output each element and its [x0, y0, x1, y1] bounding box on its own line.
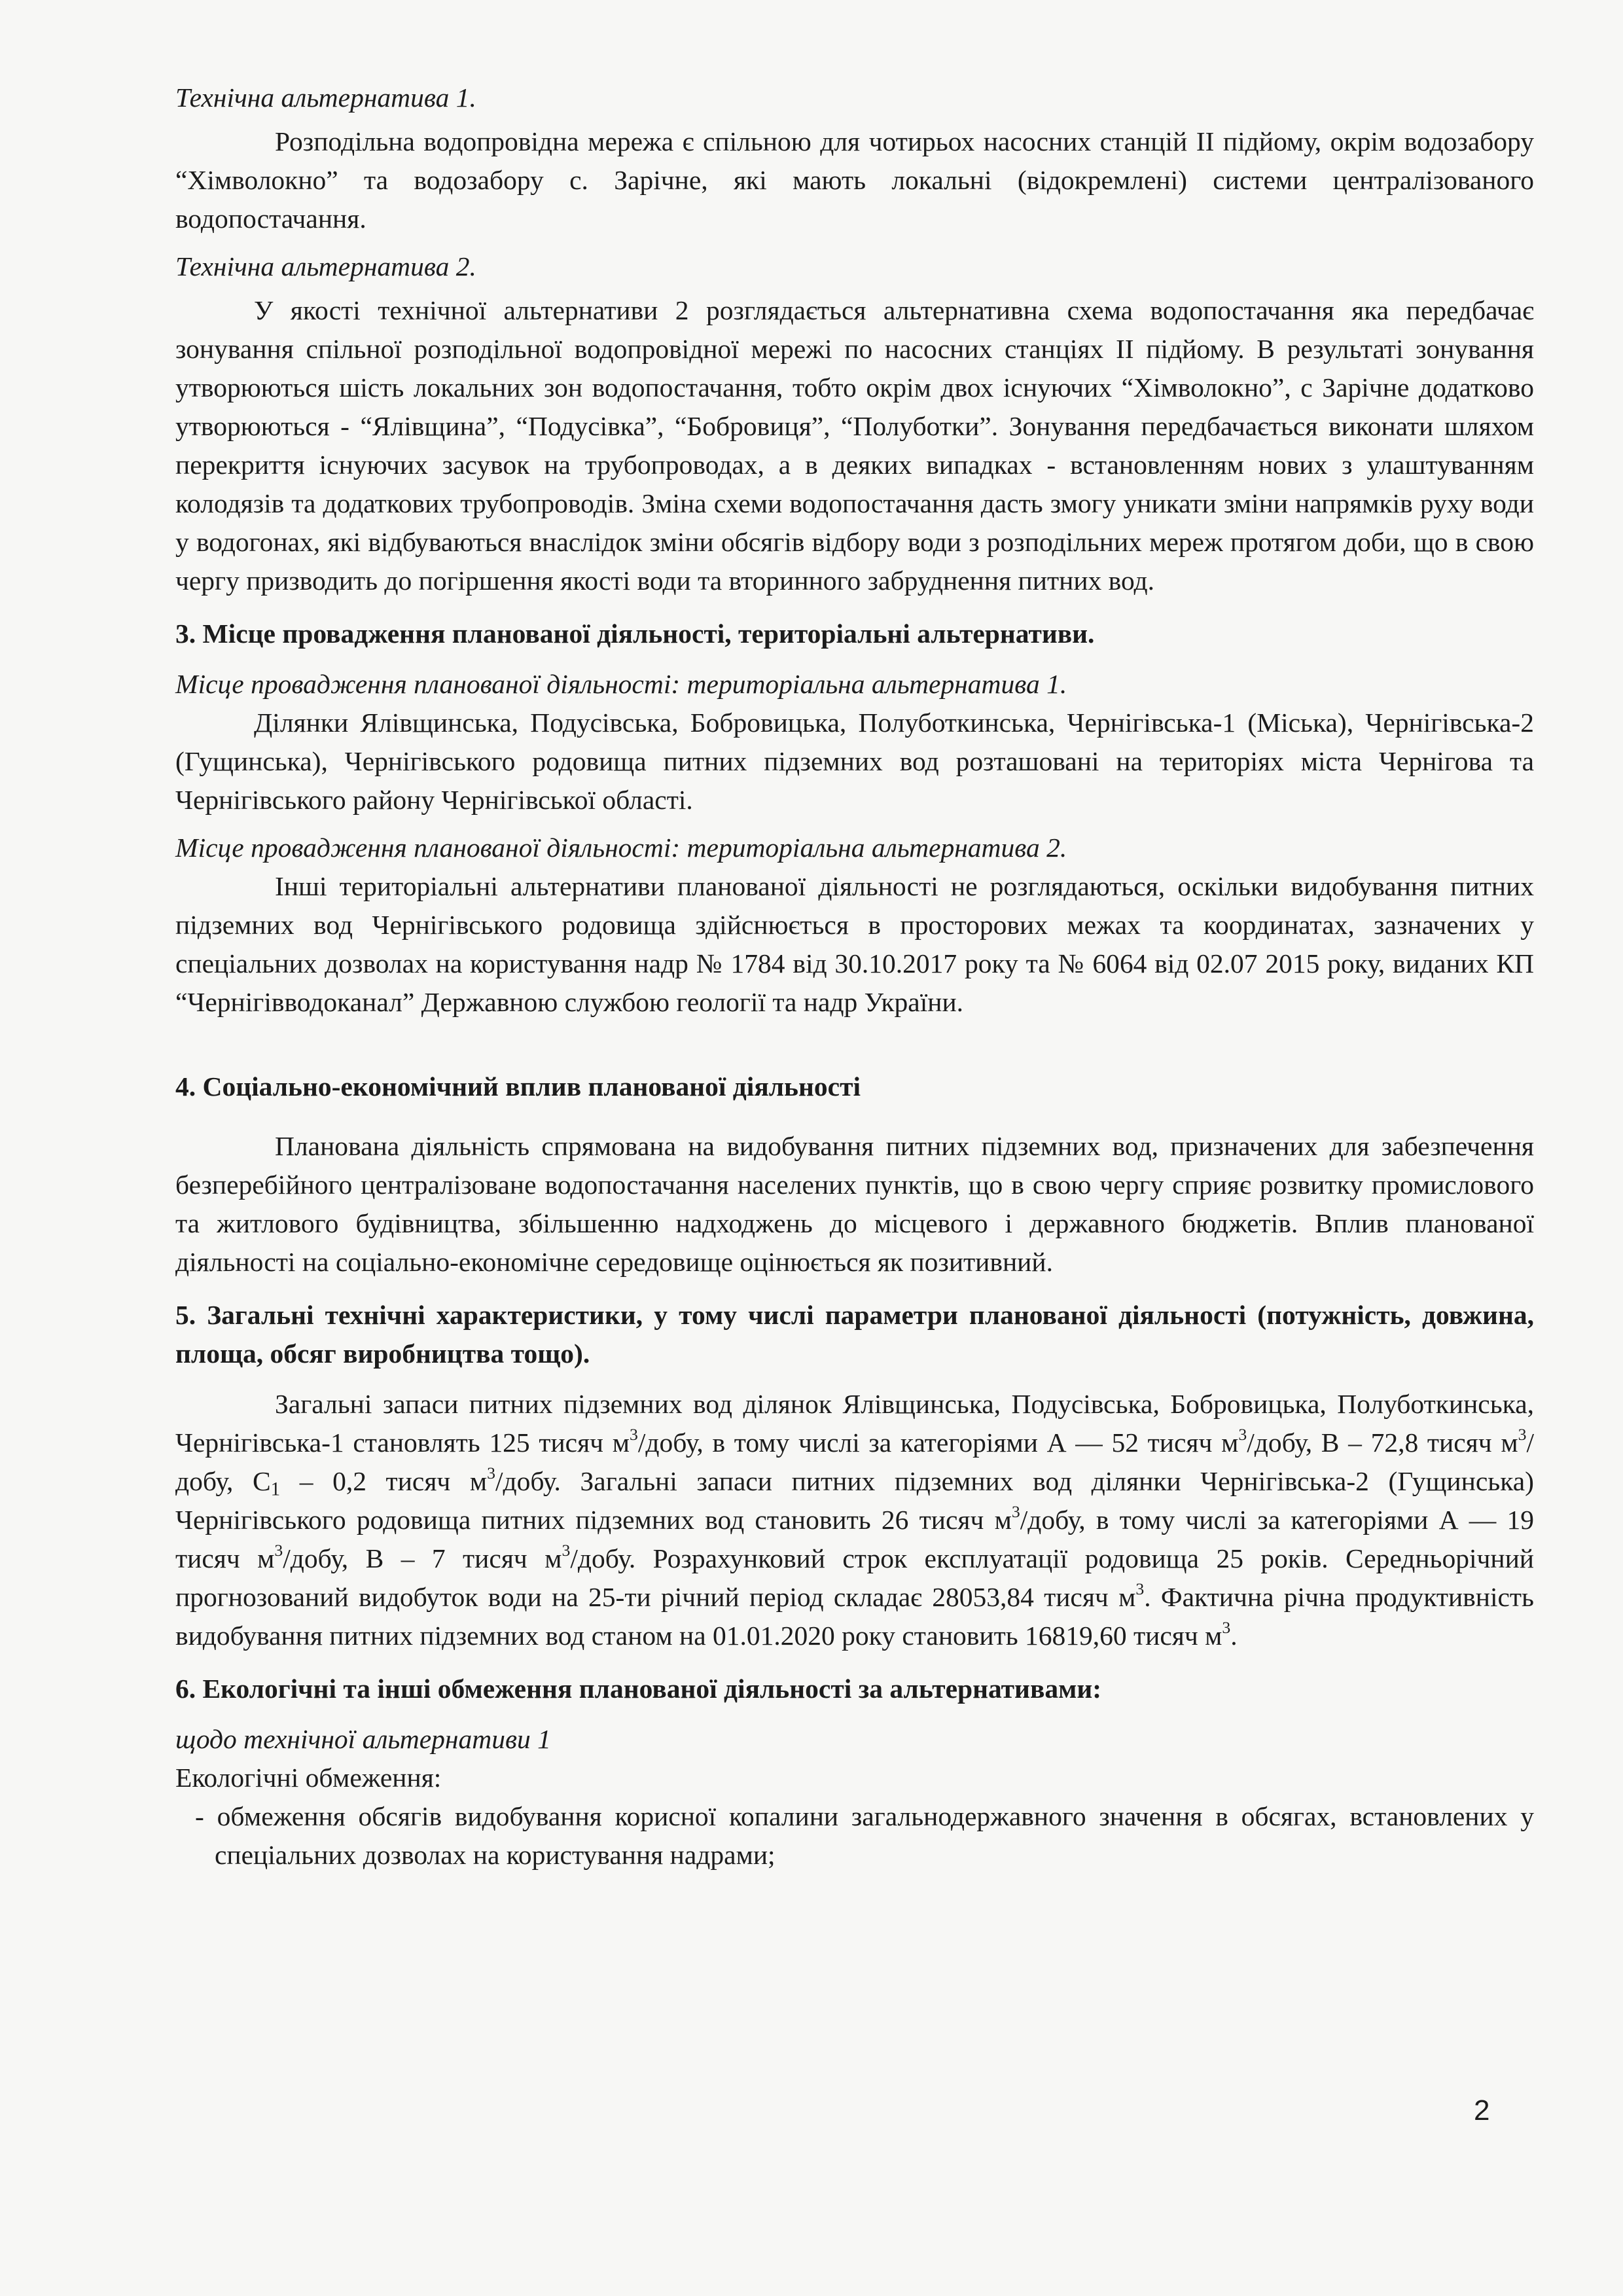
- section-6-subtitle: щодо технічної альтернативи 1: [175, 1724, 551, 1754]
- page-number: 2: [1474, 2094, 1490, 2126]
- section-5-heading: 5. Загальні технічні характеристики, у тому числі параметри планованої діяльності (потужність, довжина, площа, обсяг виробництва тощо).: [175, 1300, 1534, 1369]
- document-page: [175, 79, 1534, 1874]
- ecological-restrictions-label: Екологічні обмеження:: [175, 1763, 442, 1793]
- territorial-alt-2-title: Місце провадження планованої діяльності: територіальна альтернатива 2.: [175, 833, 1067, 863]
- territorial-alt-1-title: Місце провадження планованої діяльності: територіальна альтернатива 1.: [175, 669, 1067, 699]
- restriction-list-item: - обмеження обсягів видобування корисної копалини загальнодержавного значення в обсягах, встановлених у спеціальних дозволах на користування надрами;: [195, 1801, 1534, 1870]
- section-6-heading: 6. Екологічні та інші обмеження планованої діяльності за альтернативами:: [175, 1674, 1102, 1704]
- territorial-alt-2-body: Інші територіальні альтернативи планованої діяльності не розглядаються, оскільки видобування питних підземних вод Чернігівського родовища здійснюється в просторових межах та координатах, зазначених у спеціальних дозволах на користування надр № 1784 від 30.10.2017 року та № 6064 від 02.07 2015 року, виданих КП “Чернігівводоканал” Державною службою геології та надр України.: [175, 871, 1534, 1017]
- section-5-body: Загальні запаси питних підземних вод ділянок Ялівщинська, Подусівська, Бобровицька, Полуботкинська, Чернігівська-1 становлять 125 тисяч $м^3$/добу, в тому числі за категоріями А — 52 тисяч $м^3$/добу, В – 72,8 тисяч $м^3$/добу, $С_1 - 0,2$ тисяч $м^3$/добу. Загальні запаси питних підземних вод ділянки Чернігівська-2 (Гущинська) Чернігівського родовища питних підземних вод становить 26 тисяч $м^3$/добу, в тому числі за категоріями А — 19 тисяч $м^3$/добу, В – 7 тисяч $м^3$/добу. Розрахунковий строк експлуатації родовища 25 років. Середньорічний прогнозований видобуток води на 25-ти річний період складає 28053,84 тисяч $м^3$. Фактична річна продуктивність видобування питних підземних вод станом на 01.01.2020 року становить 16819,60 тисяч $м^3$.: [175, 1389, 1535, 1651]
- section-4-heading: 4. Соціально-економічний вплив планованої діяльності: [175, 1071, 861, 1102]
- territorial-alt-1-body: Ділянки Ялівщинська, Подусівська, Бобровицька, Полуботкинська, Чернігівська-1 (Міська), Чернігівська-2 (Гущинська), Чернігівського родовища питних підземних вод розташовані на територіях міста Чернігова та Чернігівського району Чернігівської області.: [175, 708, 1534, 815]
- tech-alt-1-body: Розподільна водопровідна мережа є спільною для чотирьох насосних станцій ІІ підйому, окрім водозабору “Хімволокно” та водозабору с. Зарічне, які мають локальні (відокремлені) системи централізованого водопостачання.: [175, 126, 1534, 234]
- section-4-body: Планована діяльність спрямована на видобування питних підземних вод, призначених для забезпечення безперебійного централізоване водопостачання населених пунктів, що в свою чергу сприяє розвитку промислового та житлового будівництва, збільшенню надходжень до місцевого і державного бюджетів. Вплив планованої діяльності на соціально-економічне середовище оцінюється як позитивний.: [175, 1131, 1534, 1277]
- tech-alt-2-body: У якості технічної альтернативи 2 розглядається альтернативна схема водопостачання яка передбачає зонування спільної розподільної водопровідної мережі по насосних станціях ІІ підйому. В результаті зонування утворюються шість локальних зон водопостачання, тобто окрім двох існуючих “Хімволокно”, с Зарічне додатково утворюються - “Ялівщина”, “Подусівка”, “Бобровиця”, “Полуботки”. Зонування передбачається виконати шляхом перекриття існуючих засувок на трубопроводах, а в деяких випадках - встановленням нових з улаштуванням колодязів та додаткових трубопроводів. Зміна схеми водопостачання дасть змогу уникати зміни напрямків руху води у водогонах, які відбуваються внаслідок зміни обсягів відбору води з розподільних мереж протягом доби, що в свою чергу призводить до погіршення якості води та вторинного забруднення питних вод.: [175, 295, 1534, 596]
- tech-alt-2-title: Технічна альтернатива 2.: [175, 251, 476, 281]
- tech-alt-1-title: Технічна альтернатива 1.: [175, 82, 476, 113]
- section-3-heading: 3. Місце провадження планованої діяльності, територіальні альтернативи.: [175, 619, 1095, 649]
